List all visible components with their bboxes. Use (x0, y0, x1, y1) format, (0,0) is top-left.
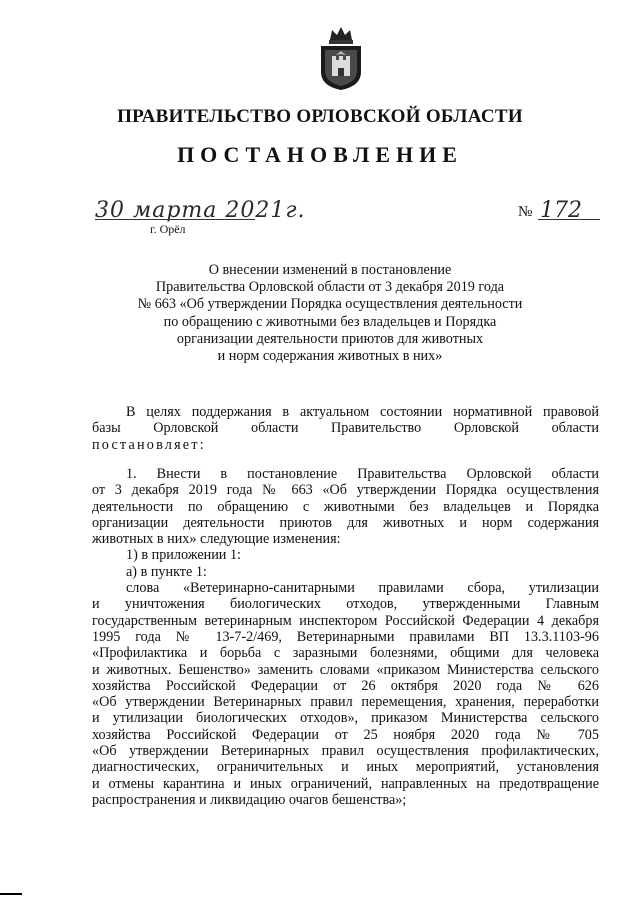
preamble-line: постановляет: (92, 436, 206, 453)
preamble-line: В целях поддержания в актуальном состоянии нормативной правовой (126, 404, 599, 420)
page-corner-mark (0, 893, 22, 895)
item-line: хозяйства Российской Федерации от 25 ноября 2020 года № 705 (92, 726, 599, 743)
subject-line: организации деятельности приютов для животных (176, 330, 484, 347)
item-line: 1. Внести в постановление Правительства Орловской области (126, 466, 599, 482)
document-subject (100, 262, 560, 365)
handwritten-date: 30 марта 2021г. (95, 198, 306, 223)
item-line: деятельности по обращению с животными без владельцев и Порядка (92, 498, 599, 515)
item-line: животных в них» следующие изменения: (92, 531, 341, 548)
subitem-line: а) в пункте 1: (126, 563, 207, 580)
organization-title: ПРАВИТЕЛЬСТВО ОРЛОВСКОЙ ОБЛАСТИ (117, 106, 523, 127)
coat-of-arms-emblem (318, 24, 364, 92)
subject-line: Правительства Орловской области от 3 декабря 2019 года (155, 279, 505, 296)
item-line: диагностических, ограничительных и иных мероприятий, установления (92, 759, 599, 776)
item-line: хозяйства Российской Федерации от 26 октября 2020 года № 626 (92, 677, 599, 694)
subject-line: № 663 «Об утверждении Порядка осуществления деятельности (137, 296, 523, 313)
item-line: распространения и ликвидацию очагов бешенства»; (92, 791, 407, 808)
preamble-line: базы Орловской области Правительство Орловской области (92, 420, 599, 437)
item-line: и утилизации биологических отходов», приказом Министерства сельского (92, 710, 599, 727)
item-line: слова «Ветеринарно-санитарными правилами сбора, утилизации (126, 580, 599, 597)
city-label: г. Орёл (150, 222, 186, 236)
item-line: «Об утверждении Ветеринарных правил осуществления профилактических, (92, 743, 599, 760)
preamble-paragraph (92, 404, 599, 453)
item-line: организации деятельности приютов для животных и норм содержания (92, 514, 599, 531)
subitem-line: 1) в приложении 1: (126, 547, 241, 564)
item-line: 1995 года № 13-7-2/469, Ветеринарными правилами ВП 13.3.1103-96 (92, 628, 599, 645)
handwritten-number: 172 (540, 198, 582, 223)
number-underline (538, 219, 600, 220)
subject-line: по обращению с животными без владельцев и Порядка (163, 313, 497, 330)
item-line: «Об утверждении Ветеринарных правил перемещения, хранения, переработки (92, 694, 599, 711)
item-line: государственным ветеринарным инспектором Российской Федерации 4 декабря (92, 612, 599, 629)
subject-line: и норм содержания животных в них» (217, 348, 443, 365)
document-type-title: ПОСТАНОВЛЕНИЕ (177, 142, 463, 167)
item-line: от 3 декабря 2019 года № 663 «Об утверждении Порядка осуществления (92, 482, 599, 499)
subject-line: О внесении изменений в постановление (208, 262, 452, 278)
item-line: и отмены карантина и иных ограничений, направленных на предотвращение (92, 775, 599, 792)
date-underline (95, 219, 255, 220)
item-line: и уничтожения биологических отходов, утвержденными Главным (92, 596, 599, 613)
resolution-items (92, 466, 599, 808)
item-line: «Профилактика и борьба с заразными болезнями, общими для человека (92, 645, 599, 662)
item-line: и животных. Бешенство» заменить словами «приказом Министерства сельского (92, 661, 599, 678)
number-sign: № (518, 204, 533, 220)
